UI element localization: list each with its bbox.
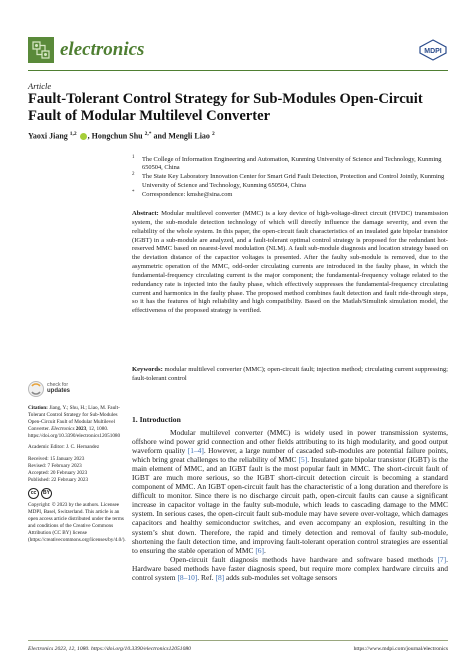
check-updates-icon bbox=[28, 381, 44, 397]
received-date: Received: 15 January 2023 bbox=[28, 455, 85, 462]
citation-year: 2023 bbox=[75, 426, 87, 433]
citation-link[interactable]: [1–4] bbox=[187, 446, 204, 456]
author-affiliation-sup: 2 bbox=[211, 131, 215, 137]
by-icon: BY bbox=[41, 488, 52, 499]
author-name[interactable]: Mengli Liao bbox=[168, 131, 210, 141]
footer-divider bbox=[28, 640, 448, 641]
mdpi-logo-icon[interactable] bbox=[418, 39, 448, 61]
intro-paragraph: Open-circuit fault diagnosis methods have hardware and software based methods [7]. Hardware based methods have faster diagnosis speed, but require more complex hardware circuits and control system [8–10]. Ref. [8] adds sub-modules set voltage sensors bbox=[132, 554, 448, 582]
revised-date: Revised: 7 February 2023 bbox=[28, 462, 82, 469]
introduction-body bbox=[132, 428, 448, 582]
orcid-icon[interactable] bbox=[80, 133, 87, 140]
citation-block bbox=[28, 405, 126, 440]
citation-text: Jiang, Y.; Shu, H.; Liao, M. Fault-Tolerant Control Strategy for Sub-Modules Open-Circuit Fault of Modular Multilevel Converter. bbox=[28, 405, 120, 433]
citation-link[interactable]: [7] bbox=[437, 554, 447, 564]
keywords bbox=[132, 366, 448, 384]
cc-license-badge[interactable] bbox=[28, 488, 126, 499]
check-for-updates-button[interactable] bbox=[28, 381, 76, 399]
academic-editor: Academic Editor: J. C. Hernandez bbox=[28, 444, 100, 451]
affiliation-number: 2 bbox=[132, 172, 135, 178]
author-affiliation-sup: 1,2 bbox=[69, 131, 77, 137]
accepted-date: Accepted: 20 February 2023 bbox=[28, 469, 88, 476]
abstract bbox=[132, 210, 448, 316]
affiliation-text: The State Key Laboratory Innovation Center for Smart Grid Fault Detection, Protection and Control Jointly, Kunming University of Science and Technology, Kunming 650504, China bbox=[142, 173, 445, 189]
journal-header bbox=[28, 37, 448, 65]
citation-journal: Electronics bbox=[51, 426, 75, 433]
intro-paragraph: Modular multilevel converter (MMC) is widely used in power transmission systems, offshore wind power grid connection and other fields attributing to its high modularity, and good output waveform quality [1–4]. However, a large number of cascaded sub-modules are potential failure points, which bring great challenges to the reliability of MMC [5]. Insulated gate bipolar transistor (IGBT) is the main element of MMC, and an IGBT fault is the most popular fault in MMC. The short-circuit fault of IGBT are much more serious, so the IGBT short-circuit detection circuit is becoming a standard component of MMC. An IGBT open-circuit fault has the characteristic of a long duration and therefore is difficult to monitor. Since there is no discharge circuit path, open-circuit faults can cause a significant increase in capacitor voltage in the faulty sub-module, which leads to cascading damage to the MMC system. In serious cases, the open-circuit fault sub-module may have severe over-voltage, which damages capacitors and healthy semiconductor switches, and even accompany an explosion, resulting in the system’s shut down. Therefore, the rapid and timely detection and removal of faulty sub-module, shortening the fault detection time, and improving fault-tolerant operation control strategies are essential to ensuring the stable operation of MMC [6]. bbox=[132, 428, 449, 555]
affiliation-item bbox=[132, 191, 448, 199]
citation-doi-link[interactable]: , 12, 1080. https://doi.org/10.3390/electronics12051080 bbox=[28, 426, 121, 440]
journal-name[interactable]: electronics bbox=[60, 39, 145, 60]
keywords-label: Keywords: bbox=[132, 366, 163, 373]
copyright-text: Copyright: © 2023 by the authors. Licensee MDPI, Basel, Switzerland. This article is an open access article distributed under the terms and conditions of the Creative Commons Attribution (CC BY) license (https://creativecommons.org/licenses/by/4.0/). bbox=[28, 501, 126, 544]
cc-icon: cc bbox=[28, 488, 39, 499]
author-affiliation-sup: 2,* bbox=[144, 131, 152, 137]
citation-link[interactable]: [8–10] bbox=[177, 572, 198, 582]
check-updates-line2: updates bbox=[47, 388, 71, 394]
author-name[interactable]: Hongchun Shu bbox=[91, 131, 143, 141]
footer-journal-link[interactable]: https://www.mdpi.com/journal/electronics bbox=[353, 646, 448, 652]
section-heading: 1. Introduction bbox=[132, 415, 181, 424]
article-type: Article bbox=[28, 81, 52, 91]
affiliation-text: The College of Information Engineering and Automation, Kunming University of Science and Technology, Kunming 650504, China bbox=[142, 156, 442, 172]
article-sidebar bbox=[28, 405, 126, 545]
header-divider bbox=[28, 70, 448, 71]
abstract-label: Abstract: bbox=[132, 210, 159, 217]
affiliation-item bbox=[132, 173, 448, 189]
author-conjunction: and bbox=[153, 131, 167, 141]
published-date: Published: 22 February 2023 bbox=[28, 476, 89, 483]
citation-label: Citation: bbox=[28, 405, 48, 411]
author-list: Yaoxi Jiang $^{1,2}$ , Hongchun Shu $^{2,*}$ and Mengli Liao $^2$ bbox=[28, 131, 215, 141]
keywords-text: modular multilevel converter (MMC); open-circuit fault; injection method; circulating current suppressing; fault-tolerant control bbox=[132, 366, 448, 382]
check-updates-line1: check for bbox=[47, 382, 69, 388]
check-updates-label bbox=[47, 382, 70, 394]
affiliation-number: * bbox=[132, 189, 135, 195]
citation-link[interactable]: [5] bbox=[298, 455, 308, 465]
mdpi-badge-label: MDPI bbox=[424, 48, 442, 55]
author-name[interactable]: Yaoxi Jiang bbox=[28, 131, 68, 141]
footer-citation[interactable]: Electronics 2023, 12, 1080. https://doi.org/10.3390/electronics12051080 bbox=[28, 646, 191, 652]
correspondence-text[interactable]: Correspondence: kmshe@sina.com bbox=[142, 190, 233, 198]
article-title: Fault-Tolerant Control Strategy for Sub-Modules Open-Circuit Fault of Modular Multilevel Converter bbox=[28, 91, 423, 124]
abstract-text: Modular multilevel converter (MMC) is a key device of high-voltage-direct circuit (HVDC) transmission system, the sub-module detection technology of which will directly influence the damage severity, and even the reliability of the whole system. In this paper, the open-circuit fault characteristics of an insulated gate bipolar transistor (IGBT) in a sub-module are analyzed, and a fault-tolerant optimal control strategy is proposed for the redundant hot-reserved MMC based on nearest-level modulation (NLM). A fault sub-module diagnosis and location strategy based on the deviation distance of the capacitor voltages is presented. After the faulty sub-module is removed, due to the asymmetric operation of the MMC, odd-order circulating currents are introduced in the faulty phase, in which the fundamental-frequency circulating current is the major component; the fundamental-frequency voltage related to the redundancy rate is injected into the faulty phase, which effectively suppresses the fundamental-frequency circulating current and harmonics in the faulty phase. The proposed method combines fault detection and fault ride-through steps, so it has the features of high reliability and high compatibility. Based on the Matlab/Simulink simulation model, the effectiveness of the proposed strategy is verified. bbox=[132, 210, 448, 315]
affiliation-item bbox=[132, 156, 448, 172]
affiliation-number: 1 bbox=[132, 155, 135, 160]
citation-link[interactable]: [8] bbox=[215, 572, 225, 582]
journal-logo-icon bbox=[28, 37, 54, 63]
citation-link[interactable]: [6] bbox=[255, 545, 265, 555]
affiliations bbox=[132, 156, 448, 200]
